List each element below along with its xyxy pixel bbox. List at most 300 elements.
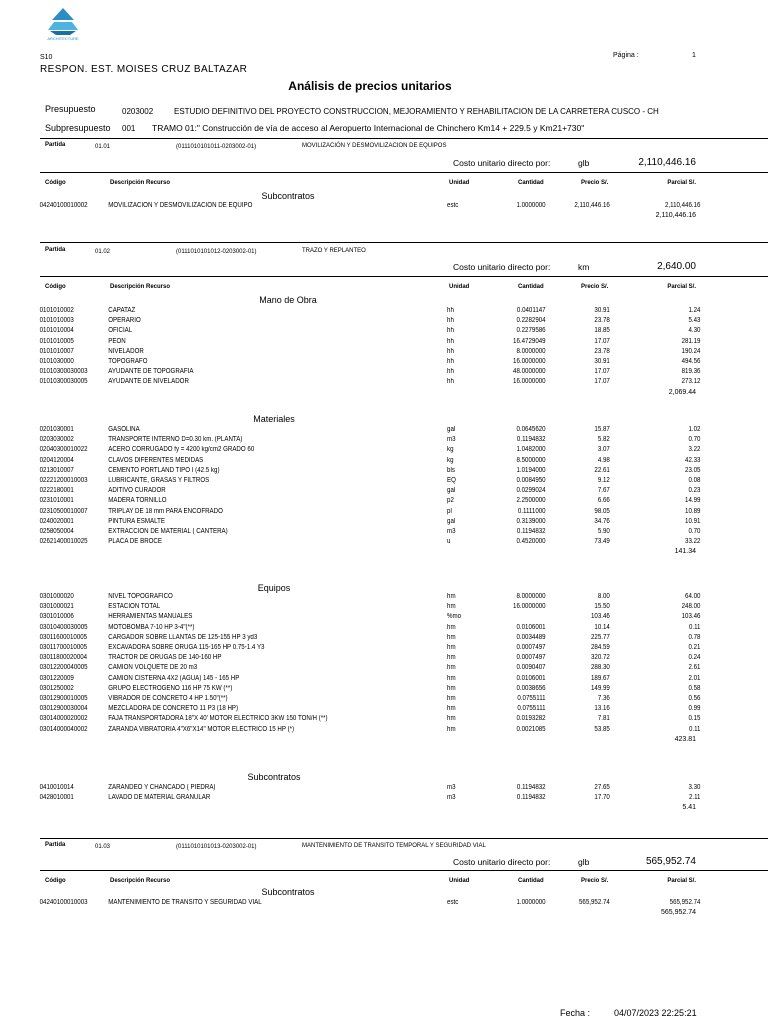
resource-code: 03014000020002 bbox=[39, 715, 88, 723]
resource-quantity: 0.0084950 bbox=[516, 477, 546, 484]
resource-unit: hm bbox=[447, 593, 456, 600]
presupuesto-label: Presupuesto bbox=[45, 104, 96, 114]
resource-description: NIVEL TOPOGRAFICO bbox=[108, 593, 173, 600]
resource-description: CEMENTO PORTLAND TIPO I (42.5 kg) bbox=[108, 466, 220, 474]
resource-quantity: 0.1194832 bbox=[516, 436, 546, 444]
resource-unit: estc bbox=[447, 899, 459, 906]
table-row bbox=[0, 623, 701, 634]
group-subtotal: 565,952.74 bbox=[660, 909, 696, 917]
table-row bbox=[0, 436, 701, 446]
resource-code: 0222180001 bbox=[39, 487, 74, 495]
resource-partial: 494.56 bbox=[681, 358, 701, 365]
page-label: Página : bbox=[613, 52, 639, 59]
resource-unit: hm bbox=[447, 715, 456, 723]
col-parcial: Parcial S/. bbox=[667, 878, 696, 884]
resource-partial: 2.61 bbox=[688, 664, 701, 672]
resource-unit: hm bbox=[447, 633, 456, 641]
divider bbox=[40, 172, 768, 173]
resource-unit: hm bbox=[447, 684, 456, 692]
subpresupuesto-label: Subpresupuesto bbox=[45, 123, 111, 133]
col-descripcion: Descripción Recurso bbox=[110, 284, 171, 290]
resource-price: 98.05 bbox=[594, 507, 610, 515]
col-precio: Precio S/. bbox=[581, 878, 609, 884]
resource-partial: 0.78 bbox=[688, 633, 701, 641]
resource-code: 01010300030003 bbox=[39, 368, 88, 376]
resource-code: 0301250002 bbox=[39, 684, 74, 692]
col-cantidad: Cantidad bbox=[518, 878, 544, 884]
partida-name: MOVILIZACIÓN Y DESMOVILIZACION DE EQUIPOS bbox=[302, 143, 447, 149]
resource-description: OFICIAL bbox=[108, 327, 133, 335]
resource-quantity: 8.0000000 bbox=[516, 593, 546, 600]
resource-code: 03011600010005 bbox=[39, 633, 88, 641]
resource-description: PEON bbox=[108, 337, 126, 345]
resource-price: 34.76 bbox=[594, 517, 610, 525]
table-row bbox=[0, 613, 701, 623]
resource-partial: 2.01 bbox=[688, 674, 701, 682]
resource-partial: 5.43 bbox=[688, 317, 701, 325]
resource-code: 02040300010022 bbox=[39, 446, 88, 454]
resource-description: MOTOBOMBA 7-10 HP 3-4"(**) bbox=[108, 623, 195, 631]
resource-code: 03014000040002 bbox=[39, 725, 88, 733]
resource-description: CAMION VOLQUETE DE 20 m3 bbox=[108, 664, 198, 672]
col-descripcion: Descripción Recurso bbox=[110, 180, 171, 186]
resource-code: 0258050004 bbox=[39, 528, 74, 535]
company-name: RESPON. EST. MOISES CRUZ BALTAZAR bbox=[40, 64, 248, 75]
resource-price: 189.67 bbox=[590, 674, 610, 682]
resource-quantity: 48.0000000 bbox=[513, 368, 546, 376]
resource-quantity: 0.0755111 bbox=[517, 705, 546, 713]
resource-code: 0101010002 bbox=[39, 307, 74, 314]
costo-unitario-unit: km bbox=[578, 262, 590, 272]
resource-partial: 0.70 bbox=[688, 528, 701, 535]
resource-description: EXCAVADORA SOBRE ORUGA 115-165 HP 0.75-1.4 Y3 bbox=[108, 644, 265, 651]
group-title: Mano de Obra bbox=[259, 295, 317, 305]
resource-partial: 565,952.74 bbox=[669, 899, 701, 906]
resource-description: CLAVOS DIFERENTES MEDIDAS bbox=[108, 456, 204, 464]
resource-description: OPERARIO bbox=[108, 317, 141, 325]
resource-unit: hm bbox=[447, 654, 456, 662]
group-title: Subcontratos bbox=[261, 887, 315, 897]
page-title: Análisis de precios unitarios bbox=[288, 79, 452, 93]
resource-unit: gal bbox=[447, 487, 456, 495]
partida-name: MANTENIMIENTO DE TRANSITO TEMPORAL Y SEGURIDAD VIAL bbox=[302, 843, 486, 849]
table-row bbox=[0, 654, 701, 664]
resource-price: 5.82 bbox=[597, 436, 610, 444]
resource-unit: hh bbox=[447, 317, 454, 325]
resource-price: 30.91 bbox=[594, 307, 610, 314]
resource-code: 0231010001 bbox=[39, 497, 74, 505]
table-row bbox=[0, 426, 701, 436]
resource-quantity: 0.0401147 bbox=[516, 307, 546, 314]
col-precio: Precio S/. bbox=[581, 284, 609, 290]
col-codigo: Código bbox=[45, 878, 66, 884]
resource-code: 03010400030005 bbox=[39, 623, 88, 631]
resource-price: 27.65 bbox=[594, 784, 610, 791]
group-subtotal: 2,069.44 bbox=[668, 388, 696, 396]
resource-description: MOVILIZACION Y DESMOVILIZACION DE EQUIPO bbox=[108, 202, 253, 209]
partida-number: 01.03 bbox=[95, 844, 111, 850]
partida-ref: (0111010101012-0203002-01) bbox=[176, 249, 257, 255]
presupuesto-name: ESTUDIO DEFINITIVO DEL PROYECTO CONSTRUCCION, MEJORAMIENTO Y REHABILITACION DE LA CARRETERA CUSCO - CH bbox=[174, 107, 659, 116]
resource-unit: estc bbox=[447, 202, 459, 209]
table-row bbox=[0, 347, 701, 358]
resource-partial: 248.00 bbox=[681, 603, 701, 611]
resource-quantity: 0.0034489 bbox=[516, 633, 546, 641]
group-subtotal: 141.34 bbox=[674, 548, 696, 556]
resource-description: EXTRACCION DE MATERIAL ( CANTERA) bbox=[108, 528, 228, 535]
resource-description: CAMION CISTERNA 4X2 (AGUA) 145 - 165 HP bbox=[108, 674, 240, 682]
resource-code: 0203030002 bbox=[39, 436, 74, 444]
resource-quantity: 16.0000000 bbox=[513, 603, 546, 611]
group-subtotal: 2,110,446.16 bbox=[655, 212, 696, 220]
divider bbox=[40, 276, 768, 277]
resource-description: HERRAMIENTAS MANUALES bbox=[108, 613, 193, 621]
resource-price: 13.16 bbox=[594, 705, 610, 713]
col-precio: Precio S/. bbox=[581, 180, 609, 186]
resource-code: 0201030001 bbox=[39, 426, 74, 433]
group-title: Subcontratos bbox=[261, 191, 315, 201]
resource-partial: 1.02 bbox=[688, 426, 701, 433]
fecha-label: Fecha : bbox=[560, 1008, 591, 1018]
resource-code: 0301010006 bbox=[39, 613, 74, 621]
resource-quantity: 1.0194000 bbox=[516, 466, 546, 474]
resource-partial: 0.21 bbox=[688, 644, 701, 651]
table-row bbox=[0, 378, 701, 388]
resource-description: PINTURA ESMALTE bbox=[108, 517, 165, 525]
partida-ref: (0111010101011-0203002-01) bbox=[176, 144, 257, 150]
resource-description: LUBRICANTE, GRASAS Y FILTROS bbox=[108, 477, 210, 484]
resource-code: 0101010007 bbox=[39, 347, 74, 355]
costo-unitario-label: Costo unitario directo por: bbox=[453, 158, 551, 168]
costo-unitario-label: Costo unitario directo por: bbox=[453, 262, 551, 272]
resource-unit: hm bbox=[447, 674, 456, 682]
resource-partial: 103.46 bbox=[681, 613, 701, 621]
resource-partial: 10.89 bbox=[685, 507, 701, 515]
divider bbox=[40, 138, 768, 139]
resource-price: 18.85 bbox=[594, 327, 610, 335]
resource-unit: hm bbox=[447, 695, 456, 702]
divider bbox=[40, 242, 768, 243]
resource-unit: u bbox=[447, 538, 451, 546]
table-row bbox=[0, 446, 701, 456]
table-row bbox=[0, 477, 701, 487]
resource-description: CARGADOR SOBRE LLANTAS DE 125-155 HP 3 yd3 bbox=[108, 633, 258, 641]
resource-quantity: 0.0007497 bbox=[516, 654, 546, 662]
resource-quantity: 0.0021085 bbox=[516, 725, 546, 733]
fecha-value: 04/07/2023 22:25:21 bbox=[614, 1008, 697, 1018]
resource-unit: hm bbox=[447, 664, 456, 672]
resource-partial: 0.99 bbox=[688, 705, 701, 713]
resource-code: 0301000020 bbox=[39, 593, 74, 600]
resource-quantity: 0.0106001 bbox=[516, 674, 546, 682]
resource-unit: m3 bbox=[447, 784, 456, 791]
divider bbox=[40, 870, 768, 871]
resource-quantity: 0.0106001 bbox=[516, 623, 546, 631]
resource-price: 8.00 bbox=[597, 593, 610, 600]
resource-quantity: 16.0000000 bbox=[513, 378, 546, 386]
resource-unit: gal bbox=[447, 426, 456, 433]
resource-description: ACERO CORRUGADO fy = 4200 kg/cm2 GRADO 60 bbox=[108, 446, 255, 454]
resource-price: 23.78 bbox=[594, 317, 610, 325]
resource-quantity: 8.5000000 bbox=[516, 456, 546, 464]
resource-description: ESTACION TOTAL bbox=[108, 603, 161, 611]
resource-unit: hm bbox=[447, 644, 456, 651]
partida-ref: (0111010101013-0203002-01) bbox=[176, 844, 257, 850]
resource-quantity: 16.4729049 bbox=[513, 337, 546, 345]
resource-partial: 33.22 bbox=[685, 538, 701, 546]
costo-unitario-value: 2,110,446.16 bbox=[638, 157, 696, 168]
resource-unit: hm bbox=[447, 603, 456, 611]
presupuesto-code: 0203002 bbox=[122, 107, 154, 116]
resource-price: 565,952.74 bbox=[578, 899, 610, 906]
resource-partial: 10.91 bbox=[685, 517, 701, 525]
group-subtotal: 423.81 bbox=[674, 735, 696, 743]
table-row bbox=[0, 538, 701, 548]
group-title: Materiales bbox=[253, 414, 295, 424]
resource-quantity: 0.0645620 bbox=[516, 426, 546, 433]
resource-partial: 0.70 bbox=[688, 436, 701, 444]
partida-label: Partida bbox=[45, 142, 66, 148]
resource-unit: hh bbox=[447, 378, 454, 386]
costo-unitario-value: 565,952.74 bbox=[645, 856, 696, 867]
resource-quantity: 1.0000000 bbox=[516, 899, 546, 906]
resource-price: 17.07 bbox=[594, 337, 610, 345]
col-cantidad: Cantidad bbox=[518, 180, 544, 186]
resource-price: 9.12 bbox=[597, 477, 610, 484]
col-cantidad: Cantidad bbox=[518, 284, 544, 290]
table-row bbox=[0, 784, 701, 794]
resource-partial: 190.24 bbox=[681, 347, 701, 355]
resource-price: 3.07 bbox=[597, 446, 610, 454]
resource-description: MEZCLADORA DE CONCRETO 11 P3 (18 HP) bbox=[108, 705, 239, 713]
resource-unit: p2 bbox=[447, 497, 454, 505]
resource-unit: pl bbox=[447, 507, 452, 515]
table-row bbox=[0, 705, 701, 715]
resource-description: AYUDANTE DE NIVELADOR bbox=[108, 378, 189, 386]
resource-unit: hh bbox=[447, 327, 454, 335]
resource-code: 0213010007 bbox=[39, 466, 74, 474]
resource-price: 7.67 bbox=[597, 487, 610, 495]
col-parcial: Parcial S/. bbox=[667, 284, 696, 290]
resource-description: ADITIVO CURADOR bbox=[108, 487, 166, 495]
resource-description: GASOLINA bbox=[108, 426, 140, 433]
resource-unit: gal bbox=[447, 517, 456, 525]
col-codigo: Código bbox=[45, 180, 66, 186]
table-row bbox=[0, 517, 701, 528]
col-descripcion: Descripción Recurso bbox=[110, 878, 171, 884]
resource-price: 320.72 bbox=[590, 654, 610, 662]
resource-partial: 0.58 bbox=[688, 684, 701, 692]
partida-name: TRAZO Y REPLANTEO bbox=[302, 248, 366, 254]
resource-partial: 1.24 bbox=[688, 307, 701, 314]
resource-unit: kg bbox=[447, 456, 454, 464]
resource-description: NIVELADOR bbox=[108, 347, 144, 355]
table-row bbox=[0, 715, 701, 725]
resource-price: 10.14 bbox=[594, 623, 610, 631]
resource-quantity: 0.1194832 bbox=[516, 794, 546, 802]
resource-code: 02310500010007 bbox=[39, 507, 88, 515]
resource-quantity: 8.0000000 bbox=[516, 347, 546, 355]
table-row bbox=[0, 317, 701, 327]
partida-label: Partida bbox=[45, 247, 66, 253]
resource-description: LAVADO DE MATERIAL GRANULAR bbox=[108, 794, 211, 802]
resource-price: 103.46 bbox=[590, 613, 610, 621]
resource-price: 7.81 bbox=[597, 715, 610, 723]
resource-code: 0301000021 bbox=[39, 603, 74, 611]
resource-code: 0101010003 bbox=[39, 317, 74, 325]
resource-description: ZARANDA VIBRATORIA 4"X6"X14" MOTOR ELECTRICO 15 HP (*) bbox=[108, 725, 295, 733]
resource-partial: 23.05 bbox=[685, 466, 701, 474]
resource-unit: m3 bbox=[447, 436, 456, 444]
resource-price: 6.66 bbox=[597, 497, 610, 505]
resource-partial: 2,110,446.16 bbox=[664, 202, 701, 209]
resource-partial: 42.33 bbox=[685, 456, 701, 464]
resource-unit: hh bbox=[447, 347, 454, 355]
table-row bbox=[0, 358, 701, 368]
resource-unit: %mo bbox=[447, 613, 462, 621]
resource-price: 23.78 bbox=[594, 347, 610, 355]
resource-description: MANTENIMIENTO DE TRANSITO Y SEGURIDAD VIAL bbox=[108, 899, 262, 906]
resource-quantity: 0.0755111 bbox=[517, 695, 546, 702]
resource-unit: hh bbox=[447, 358, 454, 365]
resource-quantity: 0.1194832 bbox=[516, 784, 546, 791]
resource-description: MADERA TORNILLO bbox=[108, 497, 167, 505]
resource-quantity: 16.0000000 bbox=[513, 358, 546, 365]
table-row bbox=[0, 593, 701, 603]
resource-partial: 3.22 bbox=[688, 446, 701, 454]
partida-number: 01.01 bbox=[95, 144, 111, 150]
resource-code: 03012900010005 bbox=[39, 695, 88, 702]
resource-partial: 0.56 bbox=[688, 695, 701, 702]
resource-partial: 0.23 bbox=[688, 487, 701, 495]
col-unidad: Unidad bbox=[449, 878, 470, 884]
resource-price: 225.77 bbox=[590, 633, 610, 641]
table-row bbox=[0, 487, 701, 497]
resource-code: 0301220009 bbox=[39, 674, 74, 682]
resource-description: PLACA DE BROCE bbox=[108, 538, 162, 546]
table-row bbox=[0, 684, 701, 695]
resource-partial: 0.08 bbox=[688, 477, 701, 484]
resource-price: 73.49 bbox=[594, 538, 610, 546]
costo-unitario-unit: glb bbox=[578, 158, 590, 168]
resource-quantity: 1.0000000 bbox=[516, 202, 546, 209]
resource-quantity: 0.0299024 bbox=[516, 487, 546, 495]
resource-description: TRACTOR DE ORUGAS DE 140-160 HP bbox=[108, 654, 222, 662]
resource-unit: hm bbox=[447, 725, 456, 733]
resource-description: VIBRADOR DE CONCRETO 4 HP 1.50"(**) bbox=[108, 695, 228, 702]
resource-code: 04240100010002 bbox=[39, 202, 88, 209]
resource-unit: EQ bbox=[447, 477, 456, 484]
resource-description: TRANSPORTE INTERNO D=0.30 km. (PLANTA) bbox=[108, 436, 243, 444]
resource-price: 53.85 bbox=[594, 725, 610, 733]
resource-description: TRIPLAY DE 18 mm PARA ENCOFRADO bbox=[108, 507, 223, 515]
resource-description: AYUDANTE DE TOPOGRAFIA bbox=[108, 368, 194, 376]
resource-partial: 0.15 bbox=[688, 715, 701, 723]
table-row bbox=[0, 528, 701, 538]
resource-unit: hm bbox=[447, 705, 456, 713]
resource-price: 284.59 bbox=[590, 644, 610, 651]
resource-code: 0240020001 bbox=[39, 517, 74, 525]
resource-quantity: 0.3139000 bbox=[516, 517, 546, 525]
resource-unit: hh bbox=[447, 368, 454, 376]
subpresupuesto-name: TRAMO 01:" Construcción de vía de acceso al Aeropuerto Internacional de Chinchero Km14 + 229.5 y Km21+730" bbox=[152, 123, 585, 133]
resource-partial: 2.11 bbox=[688, 794, 701, 802]
resource-unit: bls bbox=[447, 466, 455, 474]
resource-price: 15.50 bbox=[594, 603, 610, 611]
s10-label: S10 bbox=[40, 54, 53, 61]
resource-description: ZARANDEO Y CHANCADO ( PIEDRA) bbox=[108, 784, 216, 791]
group-subtotal: 5.41 bbox=[682, 804, 696, 812]
costo-unitario-unit: glb bbox=[578, 857, 590, 867]
resource-code: 03012200040005 bbox=[39, 664, 88, 672]
resource-code: 03011800020004 bbox=[39, 654, 88, 662]
resource-partial: 0.11 bbox=[688, 725, 701, 733]
resource-partial: 0.11 bbox=[688, 623, 701, 631]
resource-price: 149.99 bbox=[590, 684, 610, 692]
resource-price: 7.36 bbox=[597, 695, 610, 702]
table-row bbox=[0, 507, 701, 518]
resource-quantity: 0.1111000 bbox=[517, 507, 546, 515]
table-row bbox=[0, 337, 701, 348]
col-codigo: Código bbox=[45, 284, 66, 290]
resource-code: 0101010005 bbox=[39, 337, 74, 345]
table-row bbox=[0, 202, 701, 212]
resource-description: CAPATAZ bbox=[108, 307, 136, 314]
logo-text: ARCHITECTURE bbox=[47, 36, 79, 41]
resource-price: 4.98 bbox=[597, 456, 610, 464]
resource-code: 01010300030005 bbox=[39, 378, 88, 386]
group-title: Subcontratos bbox=[247, 772, 301, 782]
resource-unit: kg bbox=[447, 446, 454, 454]
resource-partial: 281.19 bbox=[681, 337, 701, 345]
costo-unitario-value: 2,640.00 bbox=[657, 261, 696, 272]
divider bbox=[40, 838, 768, 839]
resource-quantity: 0.2282904 bbox=[516, 317, 546, 325]
table-row bbox=[0, 794, 701, 804]
table-row bbox=[0, 899, 701, 909]
resource-unit: hh bbox=[447, 307, 454, 314]
resource-partial: 4.30 bbox=[688, 327, 701, 335]
resource-quantity: 0.0007497 bbox=[516, 644, 546, 651]
table-row bbox=[0, 725, 701, 736]
resource-partial: 3.30 bbox=[688, 784, 701, 791]
table-row bbox=[0, 497, 701, 507]
resource-price: 17.70 bbox=[594, 794, 610, 802]
table-row bbox=[0, 327, 701, 337]
resource-unit: hm bbox=[447, 623, 456, 631]
col-parcial: Parcial S/. bbox=[667, 180, 696, 186]
resource-price: 22.61 bbox=[594, 466, 610, 474]
resource-code: 0101030000 bbox=[39, 358, 74, 365]
partida-label: Partida bbox=[45, 842, 66, 848]
resource-code: 0428010001 bbox=[39, 794, 74, 802]
resource-code: 0410010014 bbox=[39, 784, 74, 791]
resource-price: 2,110,446.16 bbox=[574, 202, 610, 209]
resource-code: 04240100010003 bbox=[39, 899, 88, 906]
group-title: Equipos bbox=[257, 583, 291, 593]
table-row bbox=[0, 466, 701, 477]
resource-unit: m3 bbox=[447, 794, 456, 802]
page-number: 1 bbox=[692, 52, 696, 59]
table-row bbox=[0, 603, 701, 613]
resource-quantity: 0.0090407 bbox=[516, 664, 546, 672]
resource-code: 02221200010003 bbox=[39, 477, 88, 484]
resource-quantity: 0.4520000 bbox=[516, 538, 546, 546]
resource-quantity: 0.1194832 bbox=[516, 528, 546, 535]
resource-partial: 64.00 bbox=[685, 593, 701, 600]
table-row bbox=[0, 307, 701, 317]
costo-unitario-label: Costo unitario directo por: bbox=[453, 857, 551, 867]
